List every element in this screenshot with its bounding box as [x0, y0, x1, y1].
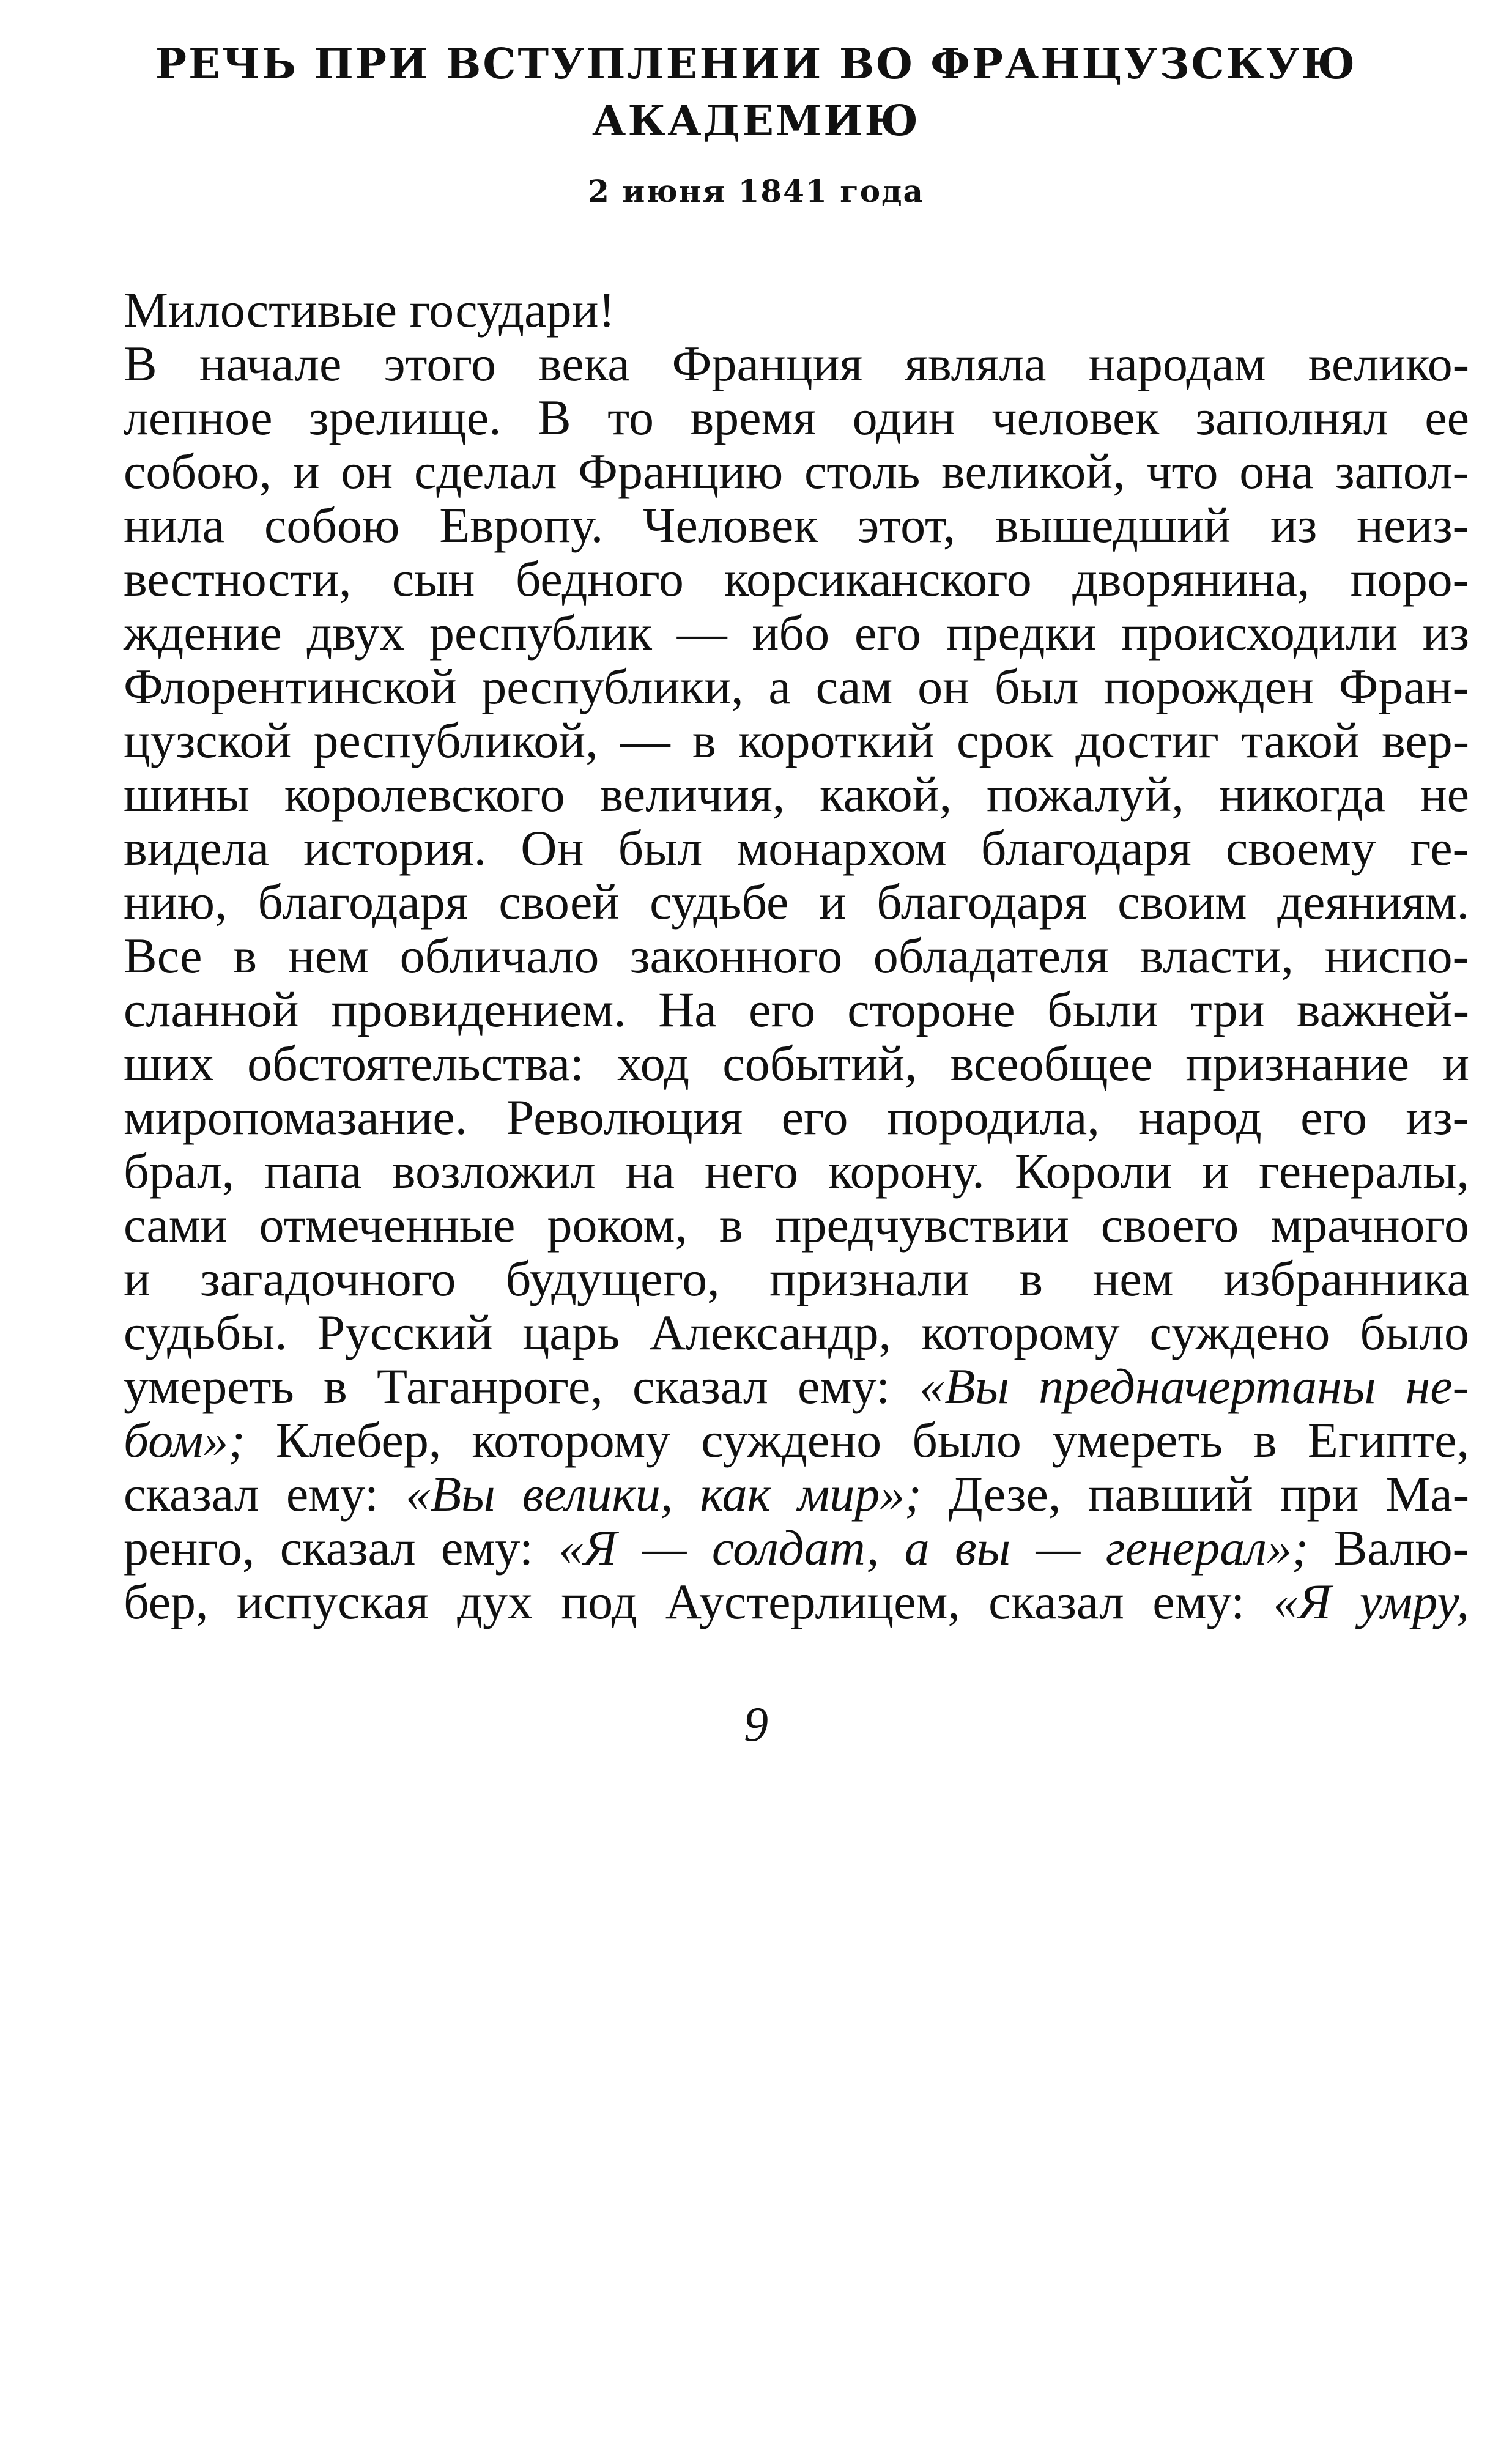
text-line: [124, 1467, 1469, 1521]
quote-italic: «Я умру,: [1273, 1574, 1470, 1629]
speech-date: 2 июня 1841 года: [588, 173, 924, 209]
text-line: сами отмеченные роком, в предчувствии своего мрачного: [124, 1197, 1469, 1253]
text-line: ших обстоятельства: ход событий, всеобщее признание и: [124, 1035, 1469, 1091]
text-line: [124, 1521, 1469, 1575]
text-line: [124, 1360, 1469, 1413]
speech-title-line-1: РЕЧЬ ПРИ ВСТУПЛЕНИИ ВО ФРАНЦУЗСКУЮ: [155, 40, 1357, 89]
text-run: Дезе, павший при Ма-: [921, 1466, 1469, 1522]
text-run: бер, испуская дух под Аустерлицем, сказал ему:: [124, 1574, 1273, 1629]
speech-body: [124, 283, 1469, 1629]
speech-title-line-2: АКАДЕМИЮ: [592, 97, 920, 146]
page-number: 9: [744, 1698, 768, 1752]
text-line: собою, и он сделал Францию столь великой, что она запол-: [124, 443, 1469, 499]
text-line: цузской республикой, — в короткий срок достиг такой вер-: [124, 713, 1469, 768]
text-line: миропомазание. Революция его породила, народ его из-: [124, 1089, 1469, 1145]
text-line: нию, благодаря своей судьбе и благодаря своим деяниям.: [124, 874, 1469, 930]
paragraph: [124, 337, 1469, 1629]
quote-italic: «Вы предначертаны не-: [919, 1358, 1469, 1414]
text-line: лепное зрелище. В то время один человек заполнял ее: [124, 390, 1469, 445]
text-run: ренго, сказал ему:: [124, 1520, 559, 1576]
text-run: умереть в Таганроге, сказал ему:: [124, 1358, 920, 1414]
text-line: брал, папа возложил на него корону. Короли и генералы,: [124, 1143, 1469, 1199]
text-line: шины королевского величия, какой, пожалуй, никогда не: [124, 766, 1469, 822]
quote-italic: «Вы велики, как мир»;: [405, 1466, 922, 1522]
text-line: нила собою Европу. Человек этот, вышедший из неиз-: [124, 497, 1469, 553]
quote-italic: бом»;: [124, 1412, 245, 1468]
text-line: вестности, сын бедного корсиканского дворянина, поро-: [124, 551, 1469, 607]
text-line: [124, 1413, 1469, 1467]
text-line: [124, 1575, 1469, 1629]
text-run: Клебер, которому суждено было умереть в Египте,: [245, 1412, 1469, 1468]
text-line: и загадочного будущего, признали в нем избранника: [124, 1251, 1469, 1306]
text-line: Флорентинской республики, а сам он был порожден Фран-: [124, 659, 1469, 714]
salutation: Милостивые государи!: [124, 282, 615, 338]
text-line: Все в нем обличало законного обладателя власти, ниспо-: [124, 928, 1469, 983]
text-run: сказал ему:: [124, 1466, 406, 1522]
quote-italic: «Я — солдат, а вы — генерал»;: [558, 1520, 1309, 1576]
text-line: сланной провидением. На его стороне были три важней-: [124, 982, 1469, 1037]
text-line: В начале этого века Франция являла народам велико-: [124, 336, 1469, 391]
text-line: судьбы. Русский царь Александр, которому суждено было: [124, 1305, 1469, 1360]
text-line: ждение двух республик — ибо его предки происходили из: [124, 605, 1469, 661]
text-run: Валю-: [1308, 1520, 1469, 1576]
text-line: видела история. Он был монархом благодаря своему ге-: [124, 820, 1469, 876]
